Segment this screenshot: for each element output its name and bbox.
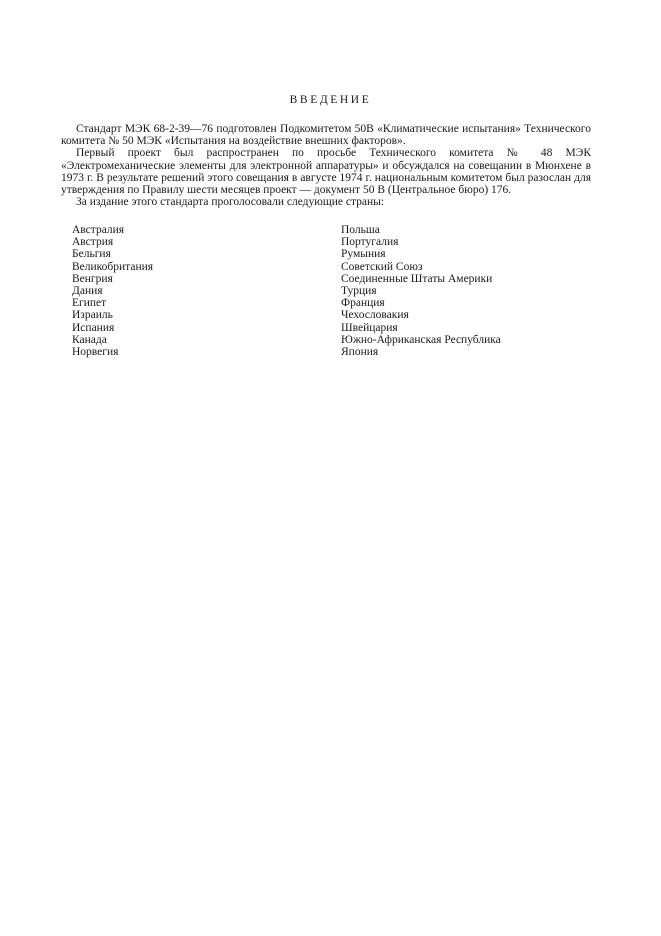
country-item: Австралия	[72, 224, 125, 236]
paragraph-standard: Стандарт МЭК 68-2-39—76 подготовлен Подкомитетом 50В «Климатические испытания» Технического комитета № 50 МЭК «Испытания на воздействие внешних факторов».	[61, 123, 591, 148]
country-item: Португалия	[341, 236, 399, 249]
paragraph-voting: За издание этого стандарта проголосовали следующие страны:	[76, 196, 385, 209]
country-item: Бельгия	[72, 248, 111, 261]
country-item: Франция	[341, 297, 385, 310]
country-item: Великобритания	[72, 260, 154, 273]
country-item: Польша	[341, 224, 380, 236]
country-item: Советский Союз	[341, 260, 423, 273]
country-item: Швейцария	[341, 321, 398, 334]
page-title: ВВЕДЕНИЕ	[289, 94, 372, 106]
country-item: Румыния	[341, 248, 386, 261]
country-column-right	[341, 224, 501, 358]
country-column-left	[72, 224, 153, 358]
country-item: Венгрия	[72, 272, 113, 285]
country-item: Испания	[72, 321, 115, 334]
country-item: Норвегия	[72, 346, 119, 359]
paragraph-draft: Первый проект был распространен по просьбе Технического комитета № 48 МЭК «Электромеханические элементы для электронной аппаратуры» и обсуждался на совещании в Мюнхене в 1973 г. В результате решений этого совещания в августе 1974 г. национальным комитетом был разослан для утверждения по Правилу шести месяцев проект — документ 50 В (Центральное бюро) 176.	[61, 147, 591, 197]
country-item: Южно-Африканская Республика	[341, 333, 501, 346]
country-item: Египет	[72, 297, 107, 310]
country-item: Чехословакия	[341, 309, 409, 322]
country-item: Соединенные Штаты Америки	[341, 272, 493, 285]
country-item: Япония	[341, 346, 379, 359]
introduction-text	[61, 123, 591, 208]
country-item: Канада	[72, 333, 107, 346]
country-item: Израиль	[72, 309, 113, 322]
country-item: Австрия	[72, 236, 114, 249]
country-item: Турция	[341, 285, 377, 298]
country-item: Дания	[72, 285, 103, 298]
